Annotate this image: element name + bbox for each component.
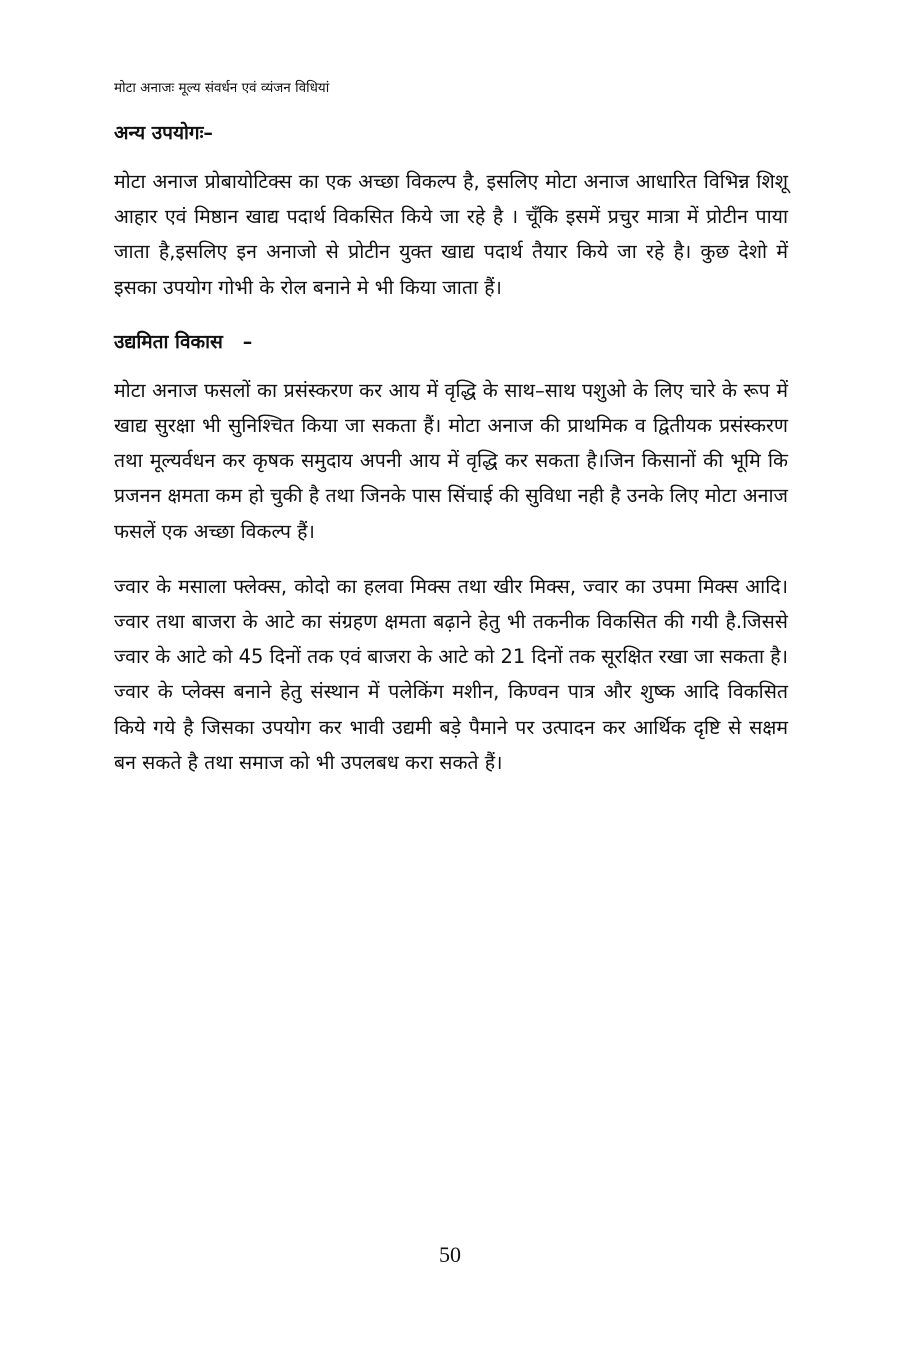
page-body xyxy=(114,116,788,800)
section-heading-other-uses: अन्य उपयोगः– xyxy=(114,122,213,144)
paragraph-other-uses: मोटा अनाज प्रोबायोटिक्स का एक अच्छा विकल्प है, इसलिए मोटा अनाज आधारित विभिन्न शिशू आहार एवं मिष्ठान खाद्य पदार्थ विकसित किये जा रहे है । चूँकि इसमें प्रचुर मात्रा में प्रोटीन पाया जाता है,इसलिए इन अनाजो से प्रोटीन युक्त खाद्य पदार्थ तैयार किये जा रहे है। कुछ देशो में इसका उपयोग गोभी के रोल बनाने मे भी किया जाता हैं। xyxy=(114,170,788,299)
paragraph-entrepreneurship-2: ज्वार के मसाला फ्लेक्स, कोदो का हलवा मिक्स तथा खीर मिक्स, ज्वार का उपमा मिक्स आदि। ज्वार तथा बाजरा के आटे का संग्रहण क्षमता बढ़ाने हेतु भी तकनीक विकसित की गयी है.जिससे ज्वार के आटे को 45 दिनों तक एवं बाजरा के आटे को 21 दिनों तक सूरक्षित रखा जा सकता है। ज्वार के प्लेक्स बनाने हेतु संस्थान में पलेकिंग मशीन, किण्वन पात्र और शुष्क आदि विकसित किये गये है जिसका उपयोग कर भावी उद्यमी बड़े पैमाने पर उत्पादन कर आर्थिक दृष्टि से सक्षम बन सकते है तथा समाज को भी उपलबध करा सकते हैं। xyxy=(114,574,788,774)
page-number: 50 xyxy=(439,1242,461,1267)
section-heading-entrepreneurship: उद्यमिता विकास – xyxy=(114,330,253,353)
paragraph-entrepreneurship-1: मोटा अनाज फसलों का प्रसंस्करण कर आय में वृद्धि के साथ–साथ पशुओ के लिए चारे के रूप में खाद्य सुरक्षा भी सुनिश्चित किया जा सकता हैं। मोटा अनाज की प्राथमिक व द्वितीयक प्रसंस्करण तथा मूल्यर्वधन कर कृषक समुदाय अपनी आय में वृद्धि कर सकता है।जिन किसानों की भूमि कि प्रजनन क्षमता कम हो चुकी है तथा जिनके पास सिंचाई की सुविधा नही है उनके लिए मोटा अनाज फसलें एक अच्छा विकल्प हैं। xyxy=(114,378,788,543)
running-header: मोटा अनाजः मूल्य संवर्धन एवं व्यंजन विधियां xyxy=(114,80,330,96)
